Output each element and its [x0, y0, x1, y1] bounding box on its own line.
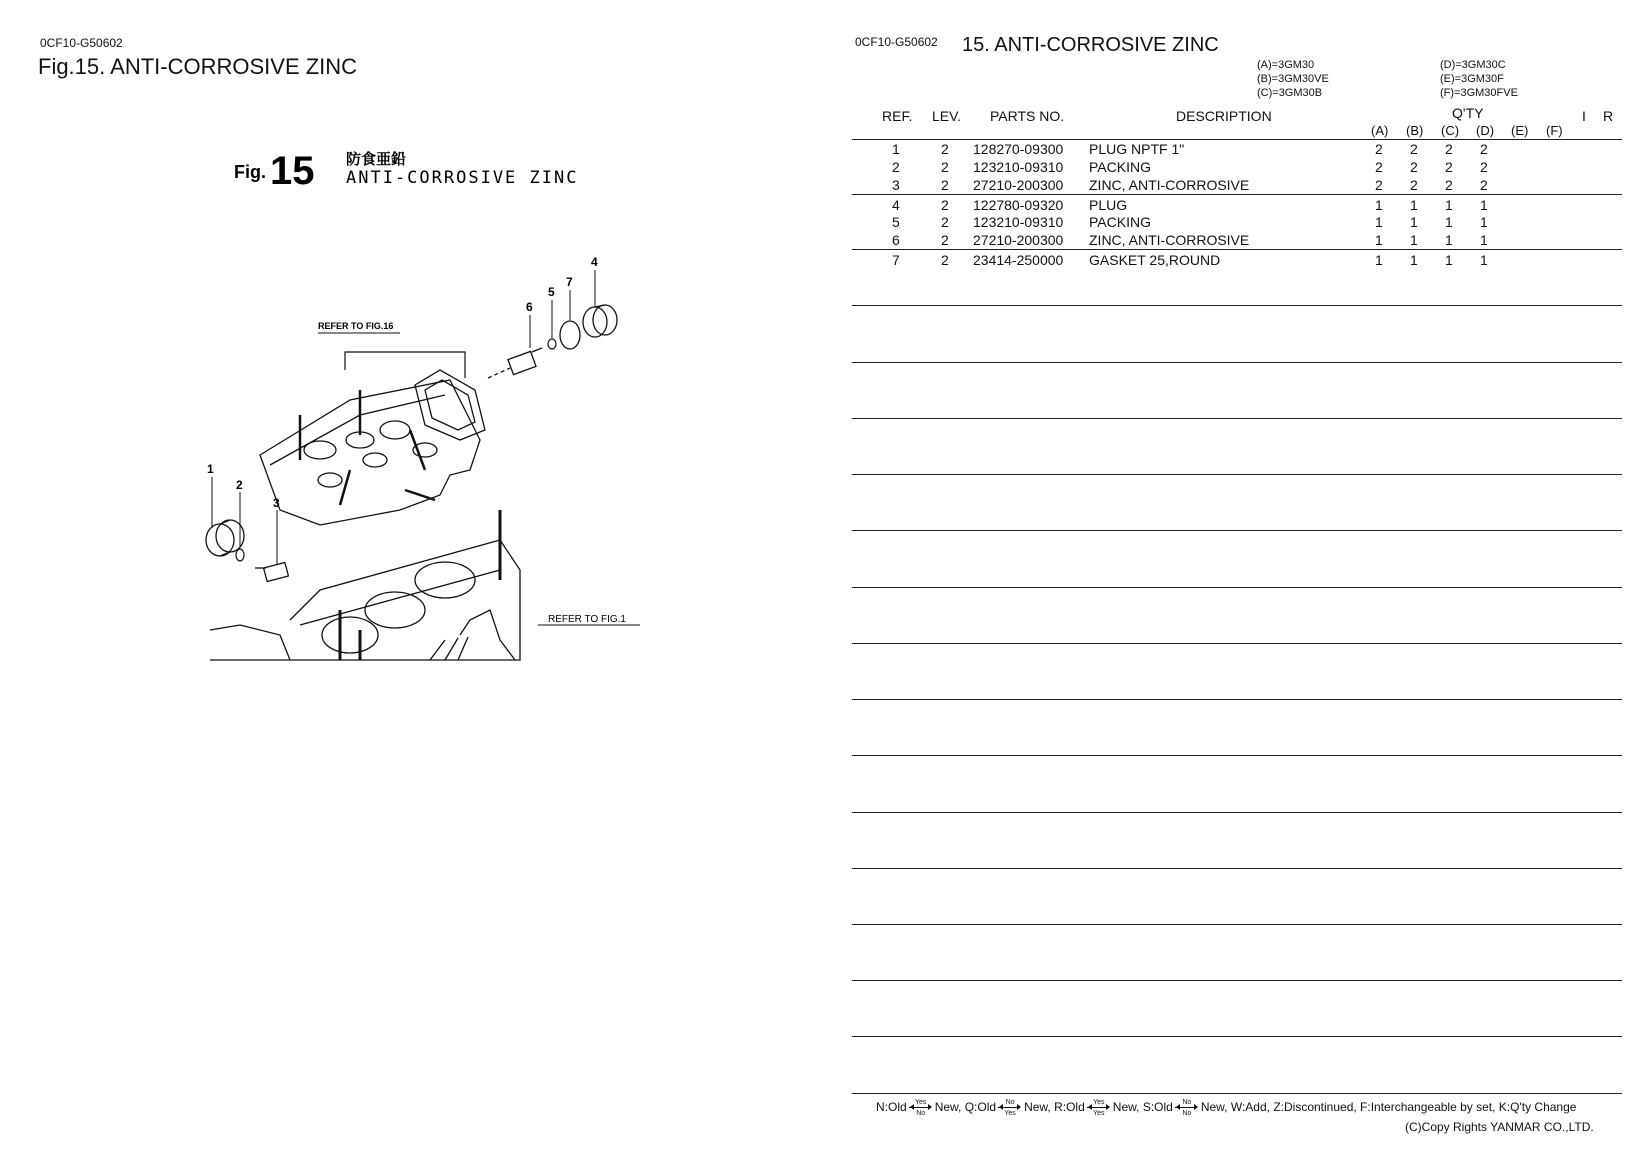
- double-arrow-icon: No Yes: [997, 1099, 1023, 1117]
- model-a: (A)=3GM30: [1257, 59, 1315, 71]
- row-qty-c: 2: [1445, 177, 1453, 193]
- legend-q: Q:Old No Yes New,: [964, 1099, 1051, 1117]
- row-qty-a: 2: [1375, 141, 1383, 157]
- rule-line: [852, 643, 1622, 644]
- row-qty-b: 2: [1410, 159, 1418, 175]
- row-lev: 2: [941, 177, 949, 193]
- row-ref: 3: [892, 177, 900, 193]
- row-description: ZINC, ANTI-CORROSIVE: [1089, 177, 1250, 193]
- legend-n: N:Old Yes No New,: [876, 1099, 962, 1117]
- row-lev: 2: [941, 141, 949, 157]
- row-description: PACKING: [1089, 159, 1151, 175]
- model-d: (D)=3GM30C: [1440, 59, 1506, 71]
- rule-line: [852, 699, 1622, 700]
- callout-2: 2: [236, 478, 243, 492]
- row-lev: 2: [941, 252, 949, 268]
- exploded-diagram: [200, 140, 660, 700]
- row-qty-b: 2: [1410, 177, 1418, 193]
- rule-line: [852, 812, 1622, 813]
- row-qty-a: 1: [1375, 197, 1383, 213]
- models-left: [1257, 58, 1329, 100]
- header-description: DESCRIPTION: [1176, 108, 1272, 124]
- row-ref: 5: [892, 214, 900, 230]
- fig-en-title: ANTI-CORROSIVE ZINC: [346, 168, 579, 188]
- model-e: (E)=3GM30F: [1440, 73, 1504, 85]
- rule-line: [852, 587, 1622, 588]
- header-qty-b: (B): [1406, 123, 1424, 138]
- fig-word: Fig.: [234, 162, 266, 182]
- group-divider: [852, 249, 1622, 250]
- group-divider: [852, 194, 1622, 195]
- row-part-no: 128270-09300: [973, 141, 1064, 157]
- copyright: (C)Copy Rights YANMAR CO.,LTD.: [1405, 1120, 1594, 1134]
- row-ref: 2: [892, 159, 900, 175]
- header-qty: Q'TY: [1452, 105, 1484, 121]
- header-divider: [852, 139, 1622, 140]
- row-qty-c: 1: [1445, 232, 1453, 248]
- model-f: (F)=3GM30FVE: [1440, 87, 1518, 99]
- row-qty-b: 2: [1410, 141, 1418, 157]
- header-lev: LEV.: [932, 108, 962, 124]
- header-r: R: [1603, 108, 1614, 124]
- row-lev: 2: [941, 159, 949, 175]
- row-lev: 2: [941, 232, 949, 248]
- row-qty-c: 2: [1445, 159, 1453, 175]
- legend-s: S:Old $\frac{No}{No}$ New,: [1142, 1099, 1228, 1117]
- row-qty-b: 1: [1410, 214, 1418, 230]
- rule-line: [852, 755, 1622, 756]
- header-qty-f: (F): [1546, 123, 1563, 138]
- row-description: GASKET 25,ROUND: [1089, 252, 1221, 268]
- legend-r: R:Old Yes Yes New,: [1054, 1099, 1140, 1117]
- rule-line: [852, 305, 1622, 306]
- left-page-title: Fig.15. ANTI-CORROSIVE ZINC: [38, 54, 358, 79]
- refer-fig1-label: REFER TO FIG.1: [548, 614, 626, 625]
- row-qty-c: 1: [1445, 252, 1453, 268]
- rule-line: [852, 362, 1622, 363]
- refer-fig16-label: REFER TO FIG.16: [318, 321, 394, 331]
- row-qty-d: 1: [1480, 214, 1488, 230]
- header-ref: REF.: [882, 108, 913, 124]
- rule-line: [852, 1036, 1622, 1037]
- row-part-no: 23414-250000: [973, 252, 1064, 268]
- row-qty-b: 1: [1410, 197, 1418, 213]
- row-qty-d: 2: [1480, 159, 1488, 175]
- header-qty-a: (A): [1371, 123, 1389, 138]
- rule-line: [852, 474, 1622, 475]
- row-qty-a: 2: [1375, 159, 1383, 175]
- double-arrow-icon: Yes Yes: [1086, 1099, 1112, 1117]
- models-right: [1440, 58, 1518, 100]
- header-qty-d: (D): [1476, 123, 1495, 138]
- row-qty-d: 1: [1480, 197, 1488, 213]
- row-part-no: 123210-09310: [973, 214, 1064, 230]
- rule-line: [852, 924, 1622, 925]
- right-page-code: 0CF10-G50602: [855, 35, 938, 49]
- row-part-no: 27210-200300: [973, 177, 1064, 193]
- row-description: ZINC, ANTI-CORROSIVE: [1089, 232, 1250, 248]
- rule-line: [852, 418, 1622, 419]
- row-qty-b: 1: [1410, 232, 1418, 248]
- row-description: PACKING: [1089, 214, 1151, 230]
- callout-6: 6: [526, 300, 533, 314]
- footer-legend: [876, 1099, 1576, 1117]
- model-b: (B)=3GM30VE: [1257, 73, 1329, 85]
- right-page-title: 15. ANTI-CORROSIVE ZINC: [962, 34, 1219, 56]
- rule-line: [852, 980, 1622, 981]
- row-part-no: 122780-09320: [973, 197, 1064, 213]
- callout-5: 5: [548, 285, 555, 299]
- row-qty-d: 2: [1480, 141, 1488, 157]
- header-qty-c: (C): [1441, 123, 1460, 138]
- row-ref: 4: [892, 197, 900, 213]
- row-ref: 7: [892, 252, 900, 268]
- callout-1: 1: [207, 462, 214, 476]
- callout-7: 7: [566, 275, 573, 289]
- row-qty-a: 1: [1375, 252, 1383, 268]
- row-qty-a: 1: [1375, 232, 1383, 248]
- row-part-no: 27210-200300: [973, 232, 1064, 248]
- row-qty-d: 1: [1480, 232, 1488, 248]
- row-lev: 2: [941, 197, 949, 213]
- rule-line: [852, 1093, 1622, 1094]
- row-qty-a: 2: [1375, 177, 1383, 193]
- row-qty-c: 1: [1445, 197, 1453, 213]
- model-c: (C)=3GM30B: [1257, 87, 1323, 99]
- row-qty-d: 2: [1480, 177, 1488, 193]
- header-qty-e: (E): [1511, 123, 1529, 138]
- header-parts-no: PARTS NO.: [990, 108, 1065, 124]
- callout-3: 3: [273, 496, 280, 510]
- row-qty-c: 1: [1445, 214, 1453, 230]
- fig-number: 15: [270, 149, 315, 193]
- row-lev: 2: [941, 214, 949, 230]
- rule-line: [852, 530, 1622, 531]
- row-qty-a: 1: [1375, 214, 1383, 230]
- header-i: I: [1582, 108, 1586, 124]
- row-part-no: 123210-09310: [973, 159, 1064, 175]
- left-page-code: 0CF10-G50602: [40, 36, 123, 50]
- legend-tail: W:Add, Z:Discontinued, F:Interchangeable by set, K:Q'ty Change: [1230, 1100, 1577, 1115]
- fig-jp-title: 防食亜鉛: [346, 150, 407, 168]
- row-description: PLUG: [1089, 197, 1128, 213]
- row-qty-b: 1: [1410, 252, 1418, 268]
- rule-line: [852, 868, 1622, 869]
- callout-4: 4: [591, 255, 598, 269]
- row-qty-d: 1: [1480, 252, 1488, 268]
- row-ref: 6: [892, 232, 900, 248]
- row-description: PLUG NPTF 1": [1089, 141, 1185, 157]
- row-qty-c: 2: [1445, 141, 1453, 157]
- double-arrow-icon: $\frac{No}{No}$: [1174, 1099, 1200, 1117]
- row-ref: 1: [892, 141, 900, 157]
- double-arrow-icon: Yes No: [908, 1099, 934, 1117]
